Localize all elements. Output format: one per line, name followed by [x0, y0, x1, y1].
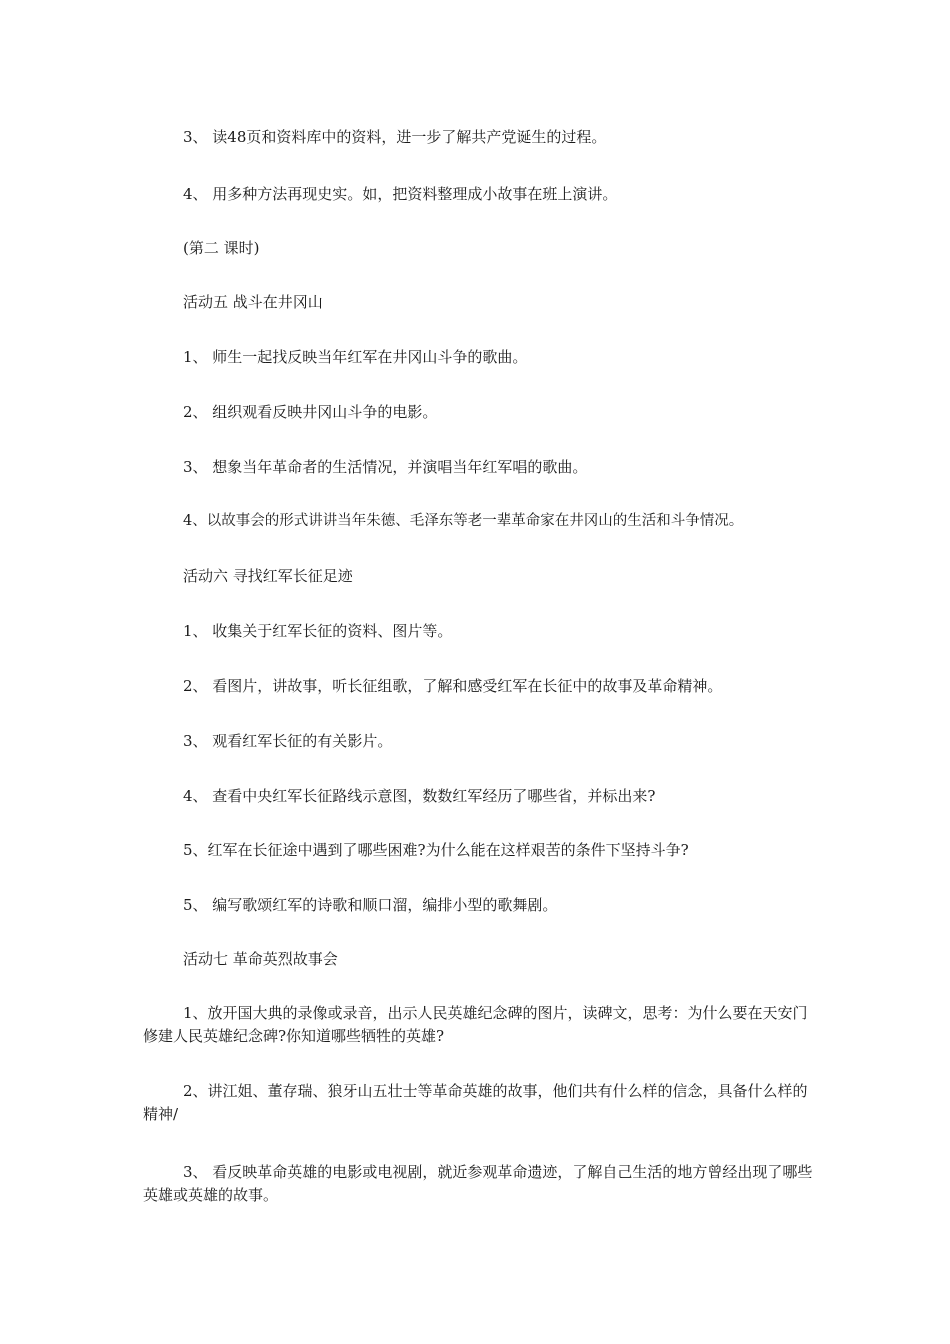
paragraph-activity-step: 3、 看反映革命英雄的电影或电视剧，就近参观革命遗迹，了解自己生活的地方曾经出现了哪些英雄或英雄的故事。 — [143, 1163, 813, 1204]
paragraph-activity-step: 5、红军在长征途中遇到了哪些困难?为什么能在这样艰苦的条件下坚持斗争? — [183, 841, 689, 859]
paragraph-activity-step: 3、 观看红军长征的有关影片。 — [183, 732, 393, 750]
paragraph-activity-step: 4、 用多种方法再现史实。如，把资料整理成小故事在班上演讲。 — [183, 185, 618, 203]
paragraph-activity-heading: 活动五 战斗在井冈山 — [183, 293, 323, 311]
paragraph-lesson-heading: (第二 课时) — [183, 239, 260, 257]
paragraph-activity-step: 1、 师生一起找反映当年红军在井冈山斗争的歌曲。 — [183, 348, 528, 366]
paragraph-activity-step: 2、讲江姐、董存瑞、狼牙山五壮士等革命英雄的故事，他们共有什么样的信念，具备什么样的精神/ — [143, 1082, 808, 1123]
paragraph-activity-step: 3、 读48页和资料库中的资料，进一步了解共产党诞生的过程。 — [183, 128, 607, 146]
paragraph-activity-step: 1、 收集关于红军长征的资料、图片等。 — [183, 622, 453, 640]
paragraph-activity-step: 1、放开国大典的录像或录音，出示人民英雄纪念碑的图片，读碑文，思考：为什么要在天安门修建人民英雄纪念碑?你知道哪些牺牲的英雄? — [143, 1004, 808, 1045]
paragraph-activity-step: 4、 查看中央红军长征路线示意图，数数红军经历了哪些省，并标出来? — [183, 787, 656, 805]
paragraph-activity-step: 4、以故事会的形式讲讲当年朱德、毛泽东等老一辈革命家在井冈山的生活和斗争情况。 — [183, 513, 744, 529]
paragraph-activity-step: 3、 想象当年革命者的生活情况，并演唱当年红军唱的歌曲。 — [183, 458, 588, 476]
paragraph-activity-heading: 活动七 革命英烈故事会 — [183, 950, 338, 968]
paragraph-activity-step: 5、 编写歌颂红军的诗歌和顺口溜，编排小型的歌舞剧。 — [183, 896, 558, 914]
paragraph-activity-step: 2、 看图片，讲故事，听长征组歌，了解和感受红军在长征中的故事及革命精神。 — [183, 677, 723, 695]
paragraph-activity-step: 2、 组织观看反映井冈山斗争的电影。 — [183, 403, 438, 421]
paragraph-activity-heading: 活动六 寻找红军长征足迹 — [183, 567, 353, 585]
